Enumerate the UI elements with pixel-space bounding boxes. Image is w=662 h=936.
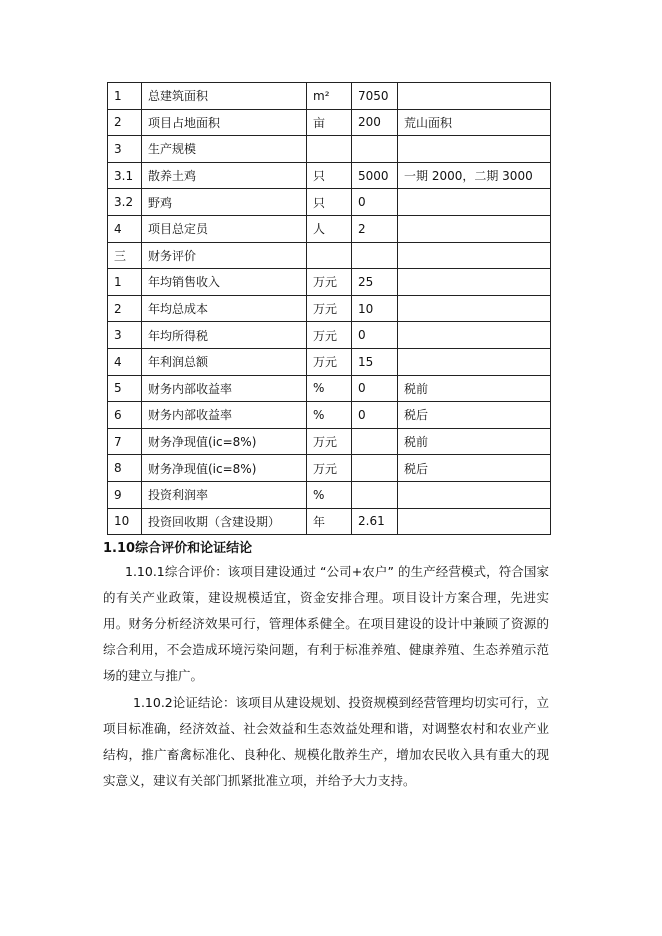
table-row (108, 348, 551, 375)
cell-unit (307, 242, 352, 269)
cell-value: 2 (352, 215, 398, 242)
table-row (108, 508, 551, 535)
cell-unit: 人 (307, 215, 352, 242)
table-row (108, 455, 551, 482)
cell-note (398, 242, 551, 269)
cell-item: 财务评价 (142, 242, 307, 269)
cell-item: 年均总成本 (142, 295, 307, 322)
cell-no: 3.1 (108, 162, 142, 189)
cell-item: 项目总定员 (142, 215, 307, 242)
indicator-table (107, 82, 551, 535)
cell-unit: 万元 (307, 269, 352, 296)
table-row (108, 109, 551, 136)
cell-note (398, 136, 551, 163)
cell-item: 财务净现值(ic=8%) (142, 455, 307, 482)
cell-no: 4 (108, 215, 142, 242)
cell-value: 2.61 (352, 508, 398, 535)
cell-value: 200 (352, 109, 398, 136)
cell-no: 3 (108, 322, 142, 349)
table-row (108, 375, 551, 402)
table-row (108, 189, 551, 216)
cell-no: 3.2 (108, 189, 142, 216)
cell-unit: 万元 (307, 322, 352, 349)
cell-value: 0 (352, 322, 398, 349)
cell-unit: 年 (307, 508, 352, 535)
cell-note (398, 348, 551, 375)
table-row (108, 481, 551, 508)
table-row (108, 402, 551, 429)
cell-note (398, 508, 551, 535)
cell-unit: m² (307, 83, 352, 110)
cell-no: 3 (108, 136, 142, 163)
table-row (108, 136, 551, 163)
cell-note: 一期 2000，二期 3000 (398, 162, 551, 189)
cell-note (398, 481, 551, 508)
table-row (108, 322, 551, 349)
cell-note: 税后 (398, 455, 551, 482)
cell-note (398, 322, 551, 349)
cell-no: 1 (108, 83, 142, 110)
indicator-table-body (108, 83, 551, 535)
cell-value: 0 (352, 402, 398, 429)
cell-unit: 只 (307, 189, 352, 216)
cell-note (398, 83, 551, 110)
table-row (108, 83, 551, 110)
cell-no: 4 (108, 348, 142, 375)
cell-item: 生产规模 (142, 136, 307, 163)
cell-value: 0 (352, 189, 398, 216)
cell-item: 野鸡 (142, 189, 307, 216)
cell-value: 5000 (352, 162, 398, 189)
cell-unit (307, 136, 352, 163)
cell-unit: 万元 (307, 428, 352, 455)
paragraph-text: 1.10.1综合评价：该项目建设通过 “公司+农户” 的生产经营模式，符合国家的有关产业政策，建设规模适宜，资金安排合理。项目设计方案合理，先进实用。财务分析经济效果可行，管理体系健全。在项目建设的设计中兼顾了资源的综合利用，不会造成环境污染问题，有利于标准养殖、健康养殖、生态养殖示范场的建立与推广。 (103, 564, 549, 683)
table-row (108, 162, 551, 189)
cell-item: 散养土鸡 (142, 162, 307, 189)
cell-no: 1 (108, 269, 142, 296)
cell-note: 税前 (398, 375, 551, 402)
paragraph-conclusion (103, 690, 549, 794)
cell-note: 荒山面积 (398, 109, 551, 136)
cell-note: 税前 (398, 428, 551, 455)
cell-value: 7050 (352, 83, 398, 110)
cell-value: 10 (352, 295, 398, 322)
cell-no: 2 (108, 295, 142, 322)
cell-note: 税后 (398, 402, 551, 429)
cell-no: 6 (108, 402, 142, 429)
cell-value: 25 (352, 269, 398, 296)
cell-item: 财务内部收益率 (142, 402, 307, 429)
cell-item: 项目占地面积 (142, 109, 307, 136)
cell-no: 2 (108, 109, 142, 136)
table-row (108, 242, 551, 269)
cell-no: 9 (108, 481, 142, 508)
paragraph-comprehensive-evaluation (103, 559, 549, 689)
cell-value (352, 428, 398, 455)
cell-note (398, 269, 551, 296)
cell-unit: 万元 (307, 455, 352, 482)
cell-value: 15 (352, 348, 398, 375)
indicator-table-container (107, 82, 550, 535)
cell-unit: % (307, 375, 352, 402)
cell-item: 总建筑面积 (142, 83, 307, 110)
cell-no: 8 (108, 455, 142, 482)
cell-item: 年均所得税 (142, 322, 307, 349)
cell-unit: 只 (307, 162, 352, 189)
cell-item: 投资回收期（含建设期） (142, 508, 307, 535)
cell-unit: % (307, 481, 352, 508)
cell-unit: % (307, 402, 352, 429)
cell-value (352, 136, 398, 163)
table-row (108, 295, 551, 322)
cell-value (352, 481, 398, 508)
cell-unit: 万元 (307, 295, 352, 322)
table-row (108, 215, 551, 242)
cell-no: 10 (108, 508, 142, 535)
cell-value: 0 (352, 375, 398, 402)
cell-no: 5 (108, 375, 142, 402)
cell-value (352, 242, 398, 269)
cell-item: 投资利润率 (142, 481, 307, 508)
cell-note (398, 189, 551, 216)
table-row (108, 269, 551, 296)
cell-item: 财务内部收益率 (142, 375, 307, 402)
cell-unit: 万元 (307, 348, 352, 375)
section-title: 1.10综合评价和论证结论 (103, 541, 253, 556)
paragraph-text: 1.10.2论证结论：该项目从建设规划、投资规模到经营管理均切实可行，立项目标准确，经济效益、社会效益和生态效益处理和谐，对调整农村和农业产业结构，推广畜禽标准化、良种化、规模化散养生产，增加农民收入具有重大的现实意义，建议有关部门抓紧批准立项，并给予大力支持。 (103, 695, 549, 788)
cell-value (352, 455, 398, 482)
cell-item: 财务净现值(ic=8%) (142, 428, 307, 455)
cell-item: 年均销售收入 (142, 269, 307, 296)
cell-note (398, 295, 551, 322)
cell-no: 三 (108, 242, 142, 269)
table-row (108, 428, 551, 455)
cell-item: 年利润总额 (142, 348, 307, 375)
cell-note (398, 215, 551, 242)
cell-unit: 亩 (307, 109, 352, 136)
cell-no: 7 (108, 428, 142, 455)
